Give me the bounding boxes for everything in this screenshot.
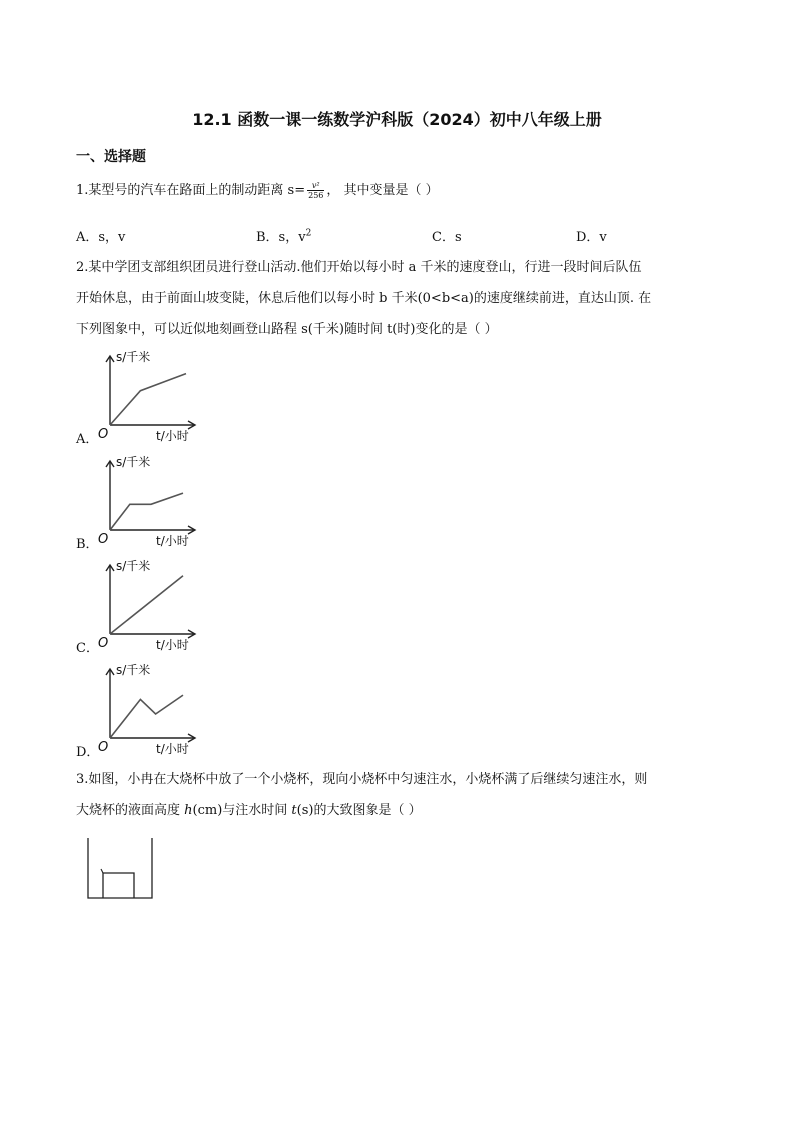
graph-d-xlabel: t/小时 [156,742,189,756]
page-title: 12.1 函数一课一练数学沪科版（2024）初中八年级上册 [192,110,602,129]
q1-option-d[interactable]: D．v [576,230,607,245]
q2-option-b-label[interactable]: B． [76,537,99,552]
q2-line-2: 开始休息，由于前面山坡变陡，休息后他们以每小时 b 千米(0<b<a)的速度继续前进，直达山顶. 在 [76,291,652,306]
small-beaker [103,873,134,898]
graph-a-svg [90,345,200,445]
q1-option-b-text: B．s，v [256,230,306,245]
graph-d-origin: O [98,740,109,755]
graph-a-ylabel: s/千米 [116,350,151,364]
graph-c-origin: O [98,636,109,651]
q2-option-d-label[interactable]: D． [76,745,100,760]
graph-b-svg [90,450,200,550]
q3-unit-cm: (cm)与注水时间 [192,803,292,818]
q2-option-c-label[interactable]: C． [76,641,99,656]
q1-fraction [307,181,324,200]
graph-c-ylabel: s/千米 [116,559,151,573]
graph-c-series-line [110,576,183,634]
question-1 [76,178,439,203]
graph-b-origin: O [98,532,109,547]
q2-graph-c[interactable] [90,554,200,654]
graph-d-series-line [110,695,183,738]
q2-graph-d[interactable] [90,658,200,758]
q3-var-h: h [184,803,193,818]
graph-b-series-line [110,493,183,530]
q1-suffix: ， 其中变量是（ ） [326,183,439,198]
graph-b-xlabel: t/小时 [156,534,189,548]
q1-option-a[interactable]: A．s，v [76,230,126,245]
q1-option-c[interactable]: C．s [432,230,462,245]
beaker-svg [84,836,156,902]
graph-a-origin: O [98,427,109,442]
graph-c-svg [90,554,200,654]
q3-line-2 [76,798,422,823]
graph-d-ylabel: s/千米 [116,663,151,677]
graph-d-svg [90,658,200,758]
q2-option-a-label[interactable]: A． [76,432,99,447]
graph-a-series-line [110,374,186,425]
graph-b-ylabel: s/千米 [116,455,151,469]
q2-graph-a[interactable] [90,345,200,445]
q2-line-3: 下列图象中，可以近似地刻画登山路程 s(千米)随时间 t(时)变化的是（ ） [76,322,498,337]
section-heading: 一、选择题 [76,149,146,165]
q1-option-b-sup: 2 [305,228,312,239]
q1-prefix: 1.某型号的汽车在路面上的制动距离 s= [76,183,306,198]
q3-unit-s: (s)的大致图象是（ ） [296,803,422,818]
q1-option-b[interactable] [256,226,311,245]
small-beaker-spout [101,869,103,873]
graph-c-xlabel: t/小时 [156,638,189,652]
q1-frac-numerator: v² [307,181,324,191]
q3-line-2-a: 大烧杯的液面高度 [76,803,185,818]
q3-var-t: t [291,803,297,818]
q3-line-1: 3.如图，小冉在大烧杯中放了一个小烧杯，现向小烧杯中匀速注水，小烧杯满了后继续匀速注水，则 [76,772,648,787]
q1-frac-denominator: 256 [308,191,324,200]
q2-graph-b[interactable] [90,450,200,550]
q2-line-1: 2.某中学团支部组织团员进行登山活动.他们开始以每小时 a 千米的速度登山，行进一段时间后队伍 [76,260,642,275]
beaker-figure [84,836,156,902]
large-beaker [88,838,152,898]
graph-a-xlabel: t/小时 [156,429,189,443]
